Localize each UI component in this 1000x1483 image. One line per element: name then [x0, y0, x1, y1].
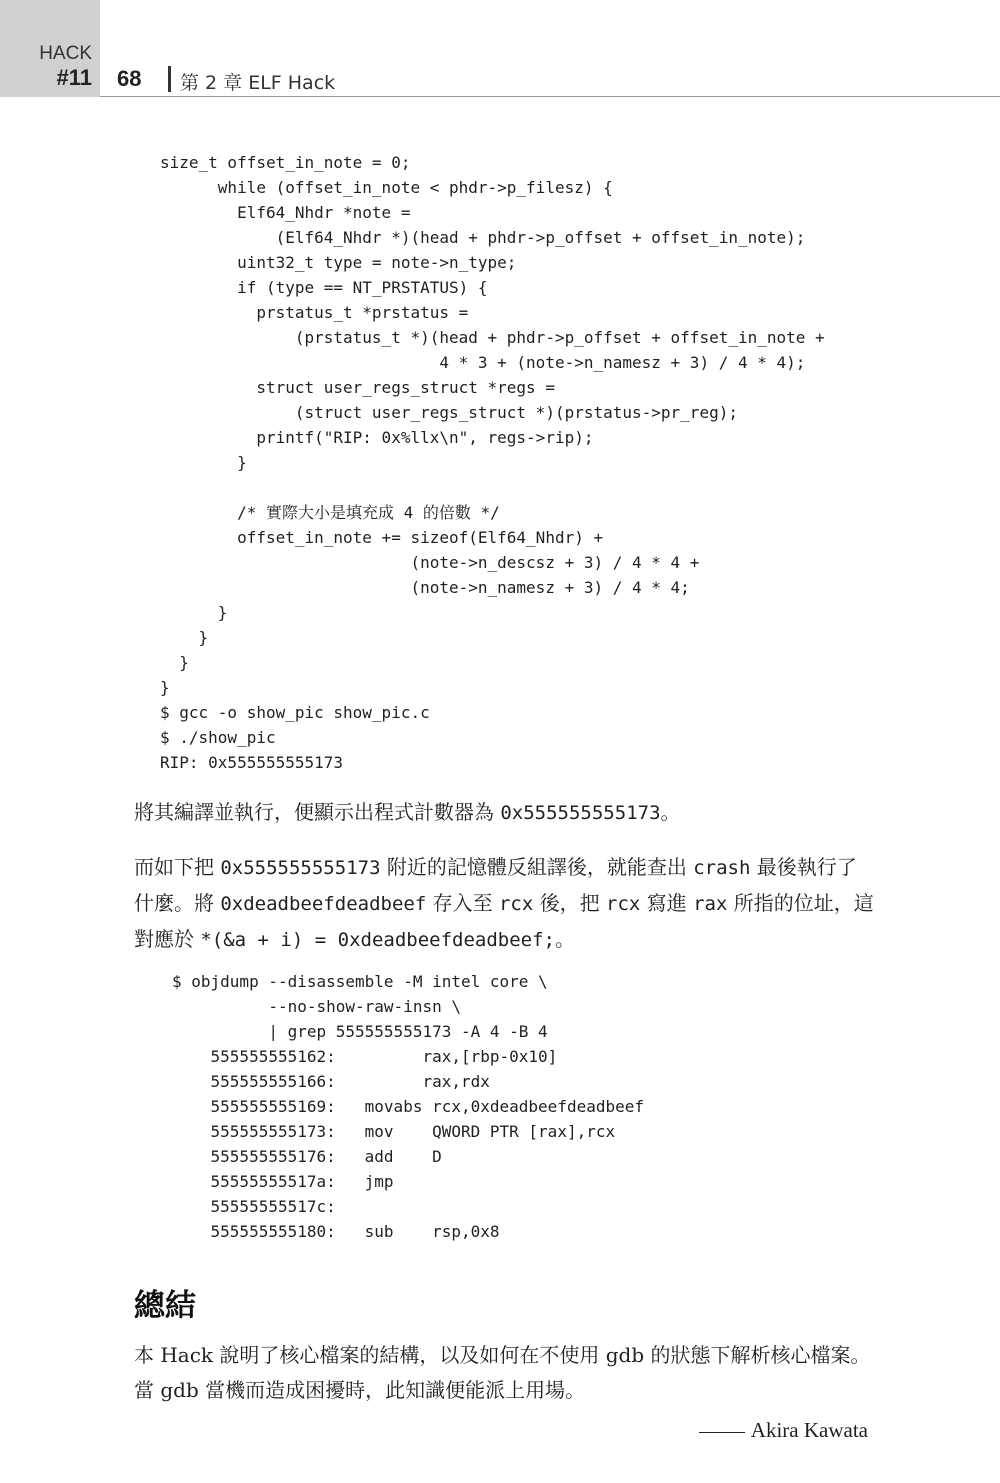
code-block-show-pic: size_t offset_in_note = 0; while (offset_in_note < phdr->p_filesz) { Elf64_Nhdr *note = (Elf64_Nhdr *)(head + phdr->p_offset + offset_in_note); uint32_t type = note->n_type; if (type == NT_PRSTATUS) { prstatus_t *prstatus = (prstatus_t *)(head + phdr->p_offset + offset_in_note + 4 * 3 + (note->n_namesz + 3) / 4 * 4); struct user_regs_struct *regs = (struct user_regs_struct *)(prstatus->pr_reg); printf("RIP: 0x%llx\n", regs->rip); } /* 實際大小是填充成 4 的倍數 */ offset_in_note += sizeof(Elf64_Nhdr) + (note->n_descsz + 3) / 4 * 4 + (note->n_namesz + 3) / 4 * 4; } } } } $ gcc -o show_pic show_pic.c $ ./show_pic RIP: 0x555555555173: [160, 153, 825, 772]
paragraph-run-result: 將其編譯並執行，便顯示出程式計數器為 0x555555555173。: [134, 800, 681, 824]
chapter-title: 第 2 章 ELF Hack: [180, 72, 336, 94]
author-name: Akira Kawata: [750, 1418, 868, 1442]
paragraph-summary: 本 Hack 說明了核心檔案的結構，以及如何在不使用 gdb 的狀態下解析核心檔案。當 gdb 當機而造成困擾時，此知識便能派上用場。: [134, 1343, 871, 1402]
header-divider: [168, 66, 171, 92]
section-heading-summary: 總結: [134, 1288, 196, 1324]
signature-dash: [699, 1432, 745, 1433]
hack-number: #11: [56, 65, 92, 90]
header-rule: [100, 96, 1000, 97]
hack-tab: [0, 0, 100, 97]
code-block-objdump: $ objdump --disassemble -M intel core \ --no-show-raw-insn \ | grep 555555555173 -A 4 -B 4 555555555162: rax,[rbp-0x10] 555555555166: rax,rdx 555555555169: movabs rcx,0xdeadbeefdeadbeef 555555555173: mov QWORD PTR [rax],rcx 555555555176: add D 55555555517a: jmp 55555555517c: 555555555180: sub rsp,0x8: [172, 972, 645, 1241]
paragraph-disassemble: 而如下把 0x555555555173 附近的記憶體反組譯後，就能查出 crash 最後執行了什麼。將 0xdeadbeefdeadbeef 存入至 rcx 後，把 rcx 寫進 rax 所指的位址，這對應於 *(&a + i) = 0xdeadbeefdeadbeef;。: [134, 855, 874, 951]
hack-label: HACK: [39, 43, 92, 64]
author-signature: [699, 1418, 868, 1443]
page-number: 68: [117, 66, 142, 91]
